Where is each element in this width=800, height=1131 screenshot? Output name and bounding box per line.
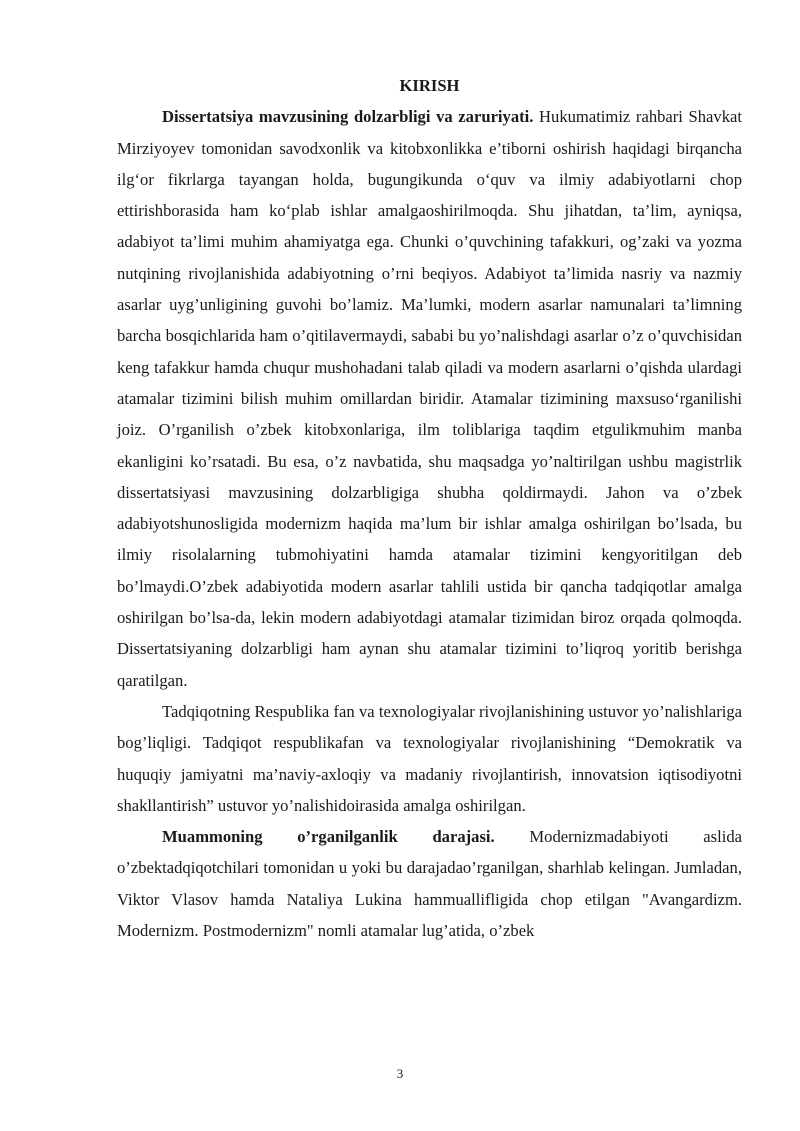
section-title: KIRISH (399, 76, 460, 95)
paragraph-relevance (117, 101, 742, 696)
paragraph-text: Tadqiqotning Respublika fan va texnologiyalar rivojlanishining ustuvor yo’nalishlariga bog’liqligi. Tadqiqot respublikafan va texnologiyalar rivojlanishining “Demokratik va huquqiy jamiyatni ma’naviy-axloqiy va madaniy rivojlantirish, innovatsion iqtisodiyotni shakllantirish” ustuvor yo’nalishidoirasida amalga oshirilgan. (117, 701, 742, 815)
paragraph-lead: Muammoning o’rganilganlik darajasi. (162, 827, 495, 847)
paragraph-priorities (117, 696, 742, 821)
paragraph-study-level (117, 821, 742, 946)
page-number: 3 (396, 1066, 404, 1081)
paragraph-text: Modernizmadabiyoti aslida o’zbektadqiqotchilari tomonidan u yoki bu darajadao’rganilgan, sharhlab kelingan. Jumladan, Viktor Vlasov hamda Nataliya Lukina hammuallifligida chop etilgan "Avangardizm. Modernizm. Postmodernizm" nomli atamalar lug’atida, o’zbek (117, 827, 742, 941)
paragraph-lead: Dissertatsiya mavzusining dolzarbligi va zaruriyati. (162, 107, 534, 127)
paragraph-text: Hukumatimiz rahbari Shavkat Mirziyoyev tomonidan savodxonlik va kitobxonlikka e’tiborni oshirish haqidagi birqancha ilg‘or fikrlarga tayangan holda, bugungikunda o‘quv va ilmiy adabiyotlarni chop ettirishborasida ham ko‘plab ishlar amalgaoshirilmoqda. Shu jihatdan, ta’lim, ayniqsa, adabiyot ta’limi muhim ahamiyatga ega. Chunki o’quvchining tafakkuri, og’zaki va yozma nutqining rivojlanishida adabiyotning o’rni beqiyos. Adabiyot ta’limida nasriy va nazmiy asarlar uyg’unligining guvohi bo’lamiz. Ma’lumki, modern asarlar namunalari ta’limning barcha bosqichlarida ham o’qitilavermaydi, sababi bu yo’nalishdagi asarlar o’z o’quvchisidan keng tafakkur hamda chuqur mushohadani talab qiladi va modern asarlarni o’qishda ulardagi atamalar tizimini bilish muhim omillardan biridir. Atamalar tizimining maxsuso‘rganilishi joiz. O’rganilish o’zbek kitobxonlariga, ilm toliblariga taqdim etgulikmuhim manba ekanligini ko’rsatadi. Bu esa, o’z navbatida, shu maqsadga yo’naltirilgan ushbu magistrlik dissertatsiyasi mavzusining dolzarbligiga shubha qoldirmaydi. Jahon va o’zbek adabiyotshunosligida modernizm haqida ma’lum bir ishlar amalga oshirilgan bo’lsada, bu ilmiy risolalarning tubmohiyatini hamda atamalar tizimini kengyoritilgan deb bo’lmaydi.O’zbek adabiyotida modern asarlar tahlili ustida bir qancha tadqiqotlar amalga oshirilgan bo’lsa-da, lekin modern adabiyotdagi atamalar tizimidan biroz orqada qolmoqda. Dissertatsiyaning dolzarbligi ham aynan shu atamalar tizimini to’liqroq yoritib berishga qaratilgan. (117, 107, 742, 690)
document-page (117, 70, 742, 946)
